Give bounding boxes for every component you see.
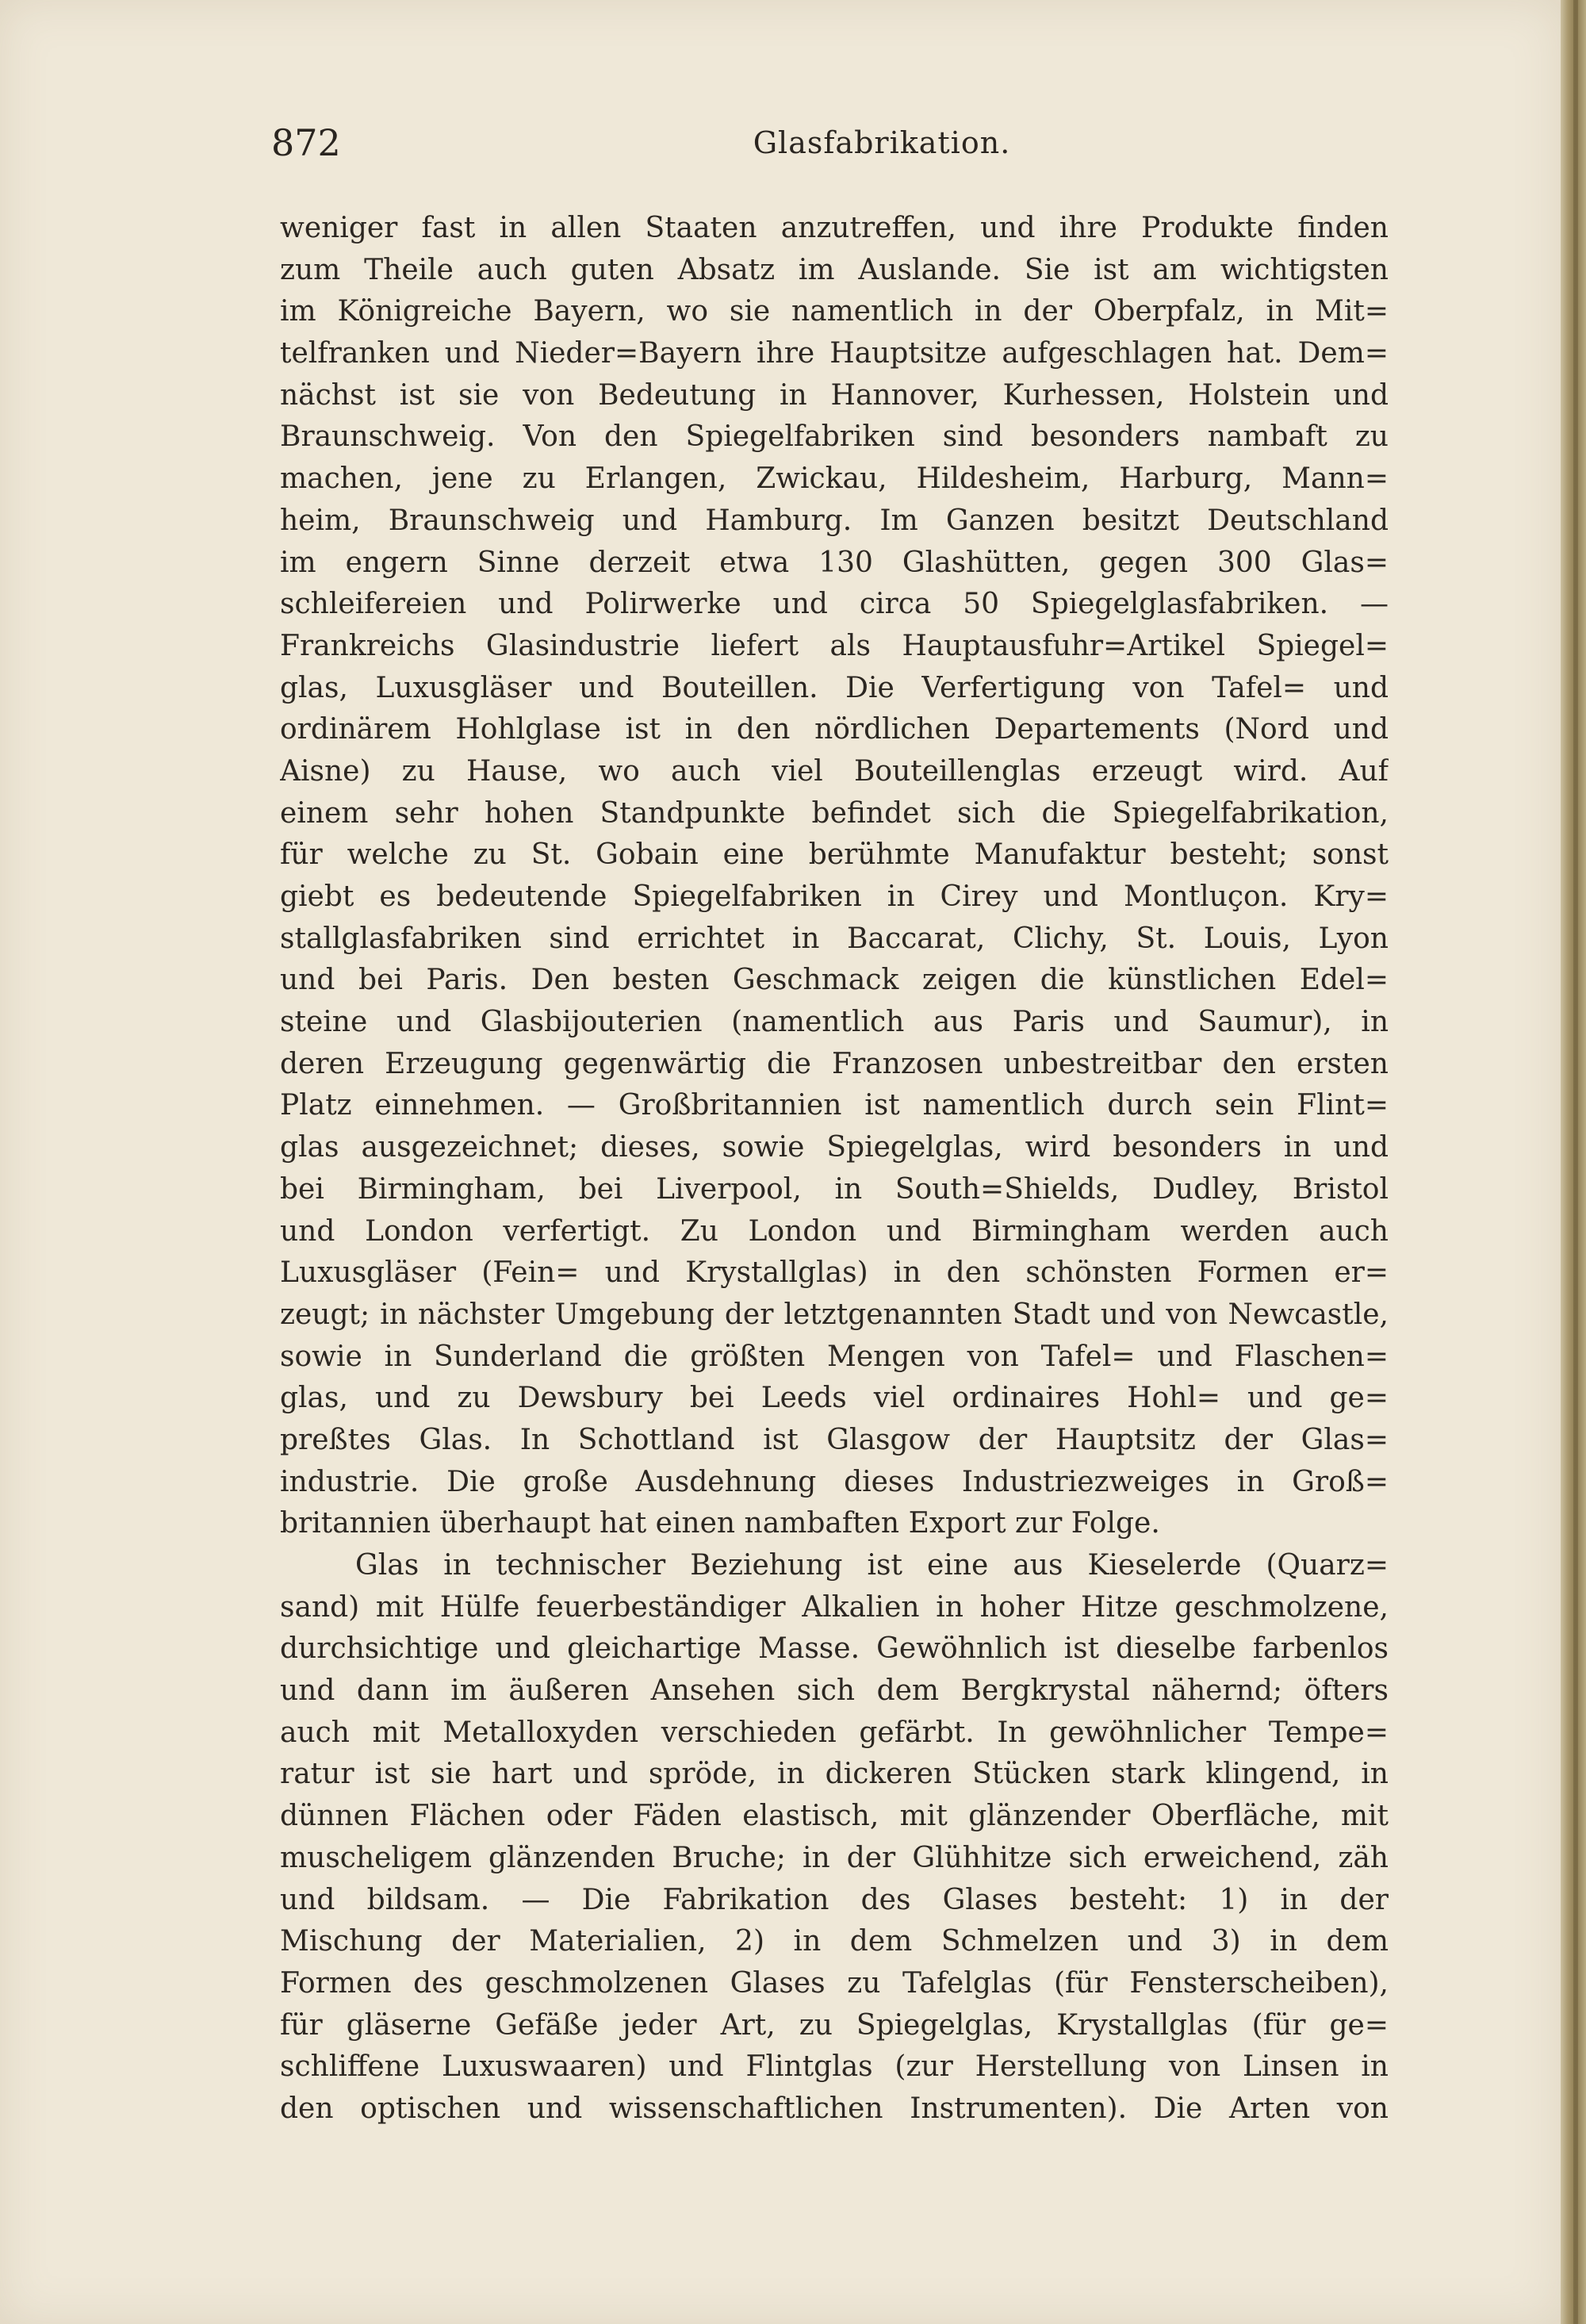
text-line: weniger fast in allen Staaten anzutreffen, und ihre Produkte finden xyxy=(280,212,1389,244)
text-line: preßtes Glas. In Schottland ist Glasgow der Hauptsitz der Glas= xyxy=(280,1423,1389,1456)
text-line: schleifereien und Polirwerke und circa 50 Spiegelglasfabriken. — xyxy=(280,588,1389,621)
text-line: glas, und zu Dewsbury bei Leeds viel ordinaires Hohl= und ge= xyxy=(280,1382,1389,1415)
text-line: Mischung der Materialien, 2) in dem Schmelzen und 3) in dem xyxy=(280,1925,1389,1958)
text-line: Frankreichs Glasindustrie liefert als Hauptausfuhr=Artikel Spiegel= xyxy=(280,629,1389,662)
text-line: und bildsam. — Die Fabrikation des Glases besteht: 1) in der xyxy=(280,1883,1389,1916)
text-line: Luxusgläser (Fein= und Krystallglas) in den schönsten Formen er= xyxy=(280,1256,1389,1290)
text-line: ordinärem Hohlglase ist in den nördlichen Departements (Nord und xyxy=(280,713,1389,746)
text-line: bei Birmingham, bei Liverpool, in South=Shields, Dudley, Bristol xyxy=(280,1172,1389,1206)
text-line: industrie. Die große Ausdehnung dieses Industriezweiges in Groß= xyxy=(280,1465,1389,1498)
text-line: machen, jene zu Erlangen, Zwickau, Hildesheim, Harburg, Mann= xyxy=(280,462,1389,496)
text-line: steine und Glasbijouterien (namentlich aus Paris und Saumur), in xyxy=(280,1006,1389,1039)
text-line: deren Erzeugung gegenwärtig die Franzosen unbestreitbar den ersten xyxy=(280,1047,1389,1080)
text-line: ratur ist sie hart und spröde, in dickeren Stücken stark klingend, in xyxy=(280,1758,1389,1791)
text-line: dünnen Flächen oder Fäden elastisch, mit glänzender Oberfläche, mit xyxy=(280,1800,1389,1833)
text-line: Braunschweig. Von den Spiegelfabriken sind besonders nambaft zu xyxy=(280,420,1389,454)
text-line: Platz einnehmen. — Großbritannien ist namentlich durch sein Flint= xyxy=(280,1089,1389,1122)
binding-strip xyxy=(1573,0,1578,2324)
text-line: einem sehr hohen Standpunkte befindet sich die Spiegelfabrikation, xyxy=(280,796,1389,830)
text-line: zeugt; in nächster Umgebung der letztgenannten Stadt und von Newcastle, xyxy=(280,1298,1389,1331)
text-line: glas, Luxusgläser und Bouteillen. Die Verfertigung von Tafel= und xyxy=(280,671,1389,704)
text-line: schliffene Luxuswaaren) und Flintglas (zur Herstellung von Linsen in xyxy=(280,2050,1389,2084)
text-line: britannien überhaupt hat einen nambaften Export zur Folge. xyxy=(280,1507,1160,1540)
text-line: im Königreiche Bayern, wo sie namentlich in der Oberpfalz, in Mit= xyxy=(280,295,1389,328)
text-line: sand) mit Hülfe feuerbeständiger Alkalien in hoher Hitze geschmolzene, xyxy=(280,1590,1389,1624)
text-line: sowie in Sunderland die größten Mengen von Tafel= und Flaschen= xyxy=(280,1340,1389,1373)
page-header xyxy=(271,119,1389,167)
paragraph-start-line: Glas in technischer Beziehung ist eine aus Kieselerde (Quarz= xyxy=(355,1549,1389,1582)
text-line: im engern Sinne derzeit etwa 130 Glashütten, gegen 300 Glas= xyxy=(280,546,1389,579)
text-line: durchsichtige und gleichartige Masse. Gewöhnlich ist dieselbe farbenlos xyxy=(280,1632,1389,1666)
text-line: telfranken und Nieder=Bayern ihre Hauptsitze aufgeschlagen hat. Dem= xyxy=(280,337,1389,370)
text-line: stallglasfabriken sind errichtet in Baccarat, Clichy, St. Louis, Lyon xyxy=(280,922,1389,955)
text-line: auch mit Metalloxyden verschieden gefärbt. In gewöhnlicher Tempe= xyxy=(280,1716,1389,1749)
page-number: 872 xyxy=(271,121,341,164)
text-line: Aisne) zu Hause, wo auch viel Bouteillenglas erzeugt wird. Auf xyxy=(280,754,1389,788)
text-line: für gläserne Gefäße jeder Art, zu Spiegelglas, Krystallglas (für ge= xyxy=(280,2008,1389,2042)
text-line: für welche zu St. Gobain eine berühmte Manufaktur besteht; sonst xyxy=(280,838,1389,872)
text-line: Formen des geschmolzenen Glases zu Tafelglas (für Fensterscheiben), xyxy=(280,1966,1389,2000)
running-title: Glasfabrikation. xyxy=(753,125,1011,160)
text-line: und bei Paris. Den besten Geschmack zeigen die künstlichen Edel= xyxy=(280,964,1389,997)
text-line: glas ausgezeichnet; dieses, sowie Spiegelglas, wird besonders in und xyxy=(280,1131,1389,1164)
text-line: und London verfertigt. Zu London und Birmingham werden auch xyxy=(280,1214,1389,1248)
text-line: giebt es bedeutende Spiegelfabriken in Cirey und Montluçon. Kry= xyxy=(280,880,1389,913)
text-line: den optischen und wissenschaftlichen Instrumenten). Die Arten von xyxy=(280,2092,1389,2125)
text-line: nächst ist sie von Bedeutung in Hannover, Kurhessen, Holstein und xyxy=(280,378,1389,412)
text-line: muscheligem glänzenden Bruche; in der Glühhitze sich erweichend, zäh xyxy=(280,1841,1389,1874)
text-line: und dann im äußeren Ansehen sich dem Bergkrystal nähernd; öfters xyxy=(280,1674,1389,1708)
text-body xyxy=(280,208,1389,2130)
text-line: heim, Braunschweig und Hamburg. Im Ganzen besitzt Deutschland xyxy=(280,504,1389,537)
text-line: zum Theile auch guten Absatz im Auslande. Sie ist am wichtigsten xyxy=(280,253,1389,286)
